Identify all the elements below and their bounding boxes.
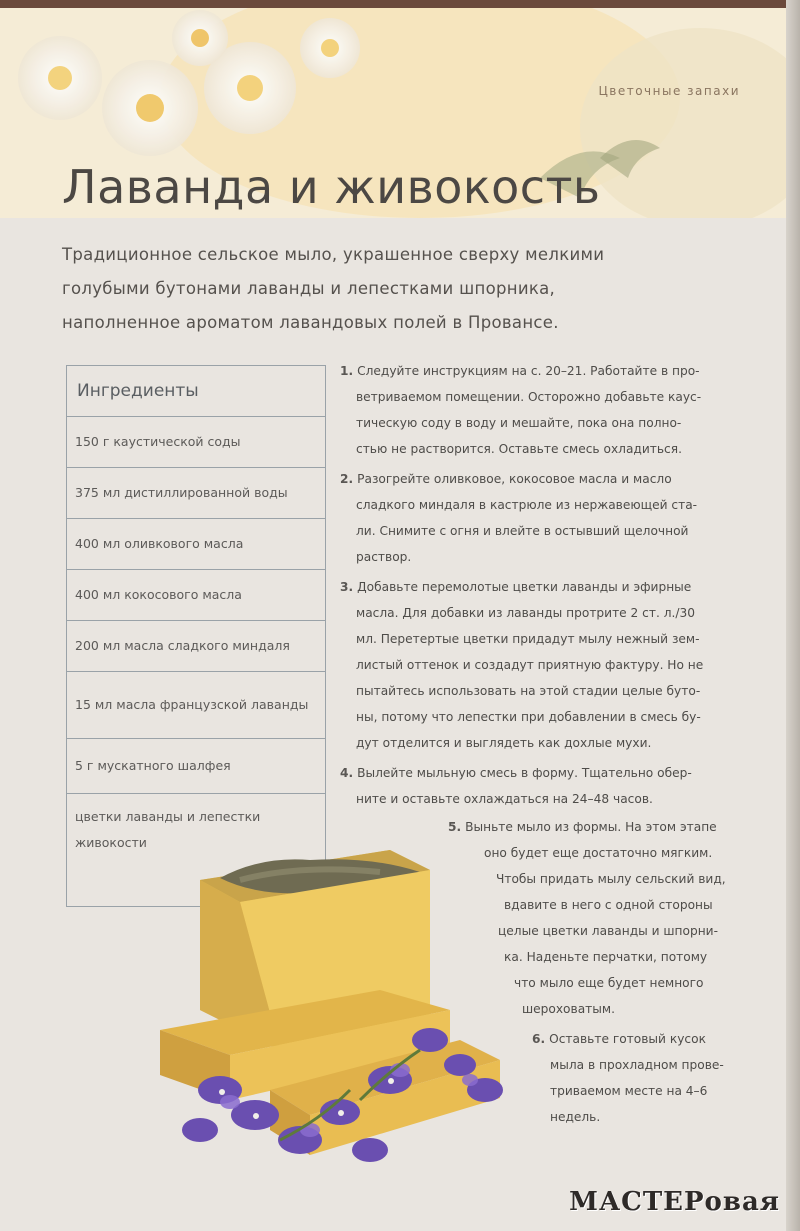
ingredients-table: [66, 365, 326, 907]
ingredient-row: 400 мл кокосового масла: [67, 570, 325, 621]
step-line: ветриваемом помещении. Осторожно добавьте каус-: [356, 390, 702, 404]
soap-lavender-illustration: [160, 840, 530, 1190]
intro-line: наполненное ароматом лавандовых полей в Провансе.: [62, 313, 559, 332]
step-line: вдавите в него с одной стороны: [504, 898, 713, 912]
top-edge-strip: [0, 0, 800, 8]
step-line: раствор.: [356, 550, 412, 564]
step-2: [340, 466, 750, 570]
step-line: ните и оставьте охлаждаться на 24–48 часов.: [356, 792, 653, 806]
step-line: шероховатым.: [522, 1002, 615, 1016]
ingredient-row: 150 г каустической соды: [67, 417, 325, 468]
step-line: мл. Перетертые цветки придадут мылу нежный зем-: [356, 632, 700, 646]
section-label: Цветочные запахи: [598, 84, 740, 98]
step-line: оно будет еще достаточно мягким.: [484, 846, 713, 860]
step-line: сладкого миндаля в кастрюле из нержавеющей ста-: [356, 498, 698, 512]
step-line: ны, потому что лепестки при добавлении в смесь бу-: [356, 710, 701, 724]
step-line: Добавьте перемолотые цветки лаванды и эфирные: [357, 580, 692, 594]
step-line: ка. Наденьте перчатки, потому: [504, 950, 708, 964]
intro-paragraph: [62, 238, 752, 340]
step-line: стью не растворится. Оставьте смесь охладиться.: [356, 442, 682, 456]
step-line: триваемом месте на 4–6: [550, 1084, 708, 1098]
step-number: 1.: [340, 364, 354, 378]
step-line: Вылейте мыльную смесь в форму. Тщательно обер-: [357, 766, 692, 780]
step-line: Выньте мыло из формы. На этом этапе: [465, 820, 717, 834]
step-number: 5.: [448, 820, 462, 834]
step-line: тическую соду в воду и мешайте, пока она полно-: [356, 416, 682, 430]
step-line: мыла в прохладном прове-: [550, 1058, 724, 1072]
step-number: 3.: [340, 580, 354, 594]
ingredient-row: 15 мл масла французской лаванды: [67, 672, 325, 739]
step-line: Разогрейте оливковое, кокосовое масла и масло: [357, 472, 672, 486]
ingredients-heading: Ингредиенты: [67, 366, 325, 417]
step-line: листый оттенок и создадут приятную фактуру. Но не: [356, 658, 704, 672]
step-line: пытайтесь использовать на этой стадии целые буто-: [356, 684, 701, 698]
ingredient-row: цветки лаванды и лепестки живокости: [75, 809, 261, 850]
watermark-logo: МАСТЕРовая: [569, 1187, 780, 1217]
step-line: недель.: [550, 1110, 601, 1124]
page-edge: [786, 0, 800, 1231]
step-line: масла. Для добавки из лаванды протрите 2 ст. л./30: [356, 606, 696, 620]
step-line: Чтобы придать мылу сельский вид,: [496, 872, 726, 886]
step-line: Оставьте готовый кусок: [549, 1032, 706, 1046]
ingredient-row: 375 мл дистиллированной воды: [67, 468, 325, 519]
step-number: 6.: [532, 1032, 546, 1046]
intro-line: Традиционное сельское мыло, украшенное сверху мелкими: [62, 245, 605, 264]
step-line: целые цветки лаванды и шпорни-: [498, 924, 719, 938]
page-title: Лаванда и живокость: [62, 160, 601, 214]
step-line: что мыло еще будет немного: [514, 976, 704, 990]
ingredient-row: 400 мл оливкового масла: [67, 519, 325, 570]
step-4: [340, 760, 750, 812]
step-3: [340, 574, 750, 756]
step-number: 2.: [340, 472, 354, 486]
step-number: 4.: [340, 766, 354, 780]
step-line: Следуйте инструкциям на с. 20–21. Работайте в про-: [357, 364, 700, 378]
ingredient-row: 5 г мускатного шалфея: [67, 739, 325, 794]
ingredient-row: 200 мл масла сладкого миндаля: [67, 621, 325, 672]
step-line: ли. Снимите с огня и влейте в остывший щелочной: [356, 524, 689, 538]
intro-line: голубыми бутонами лаванды и лепестками шпорника,: [62, 279, 556, 298]
step-6: [532, 1026, 750, 1130]
step-line: дут отделится и выглядеть как дохлые мухи.: [356, 736, 652, 750]
step-1: [340, 358, 750, 462]
